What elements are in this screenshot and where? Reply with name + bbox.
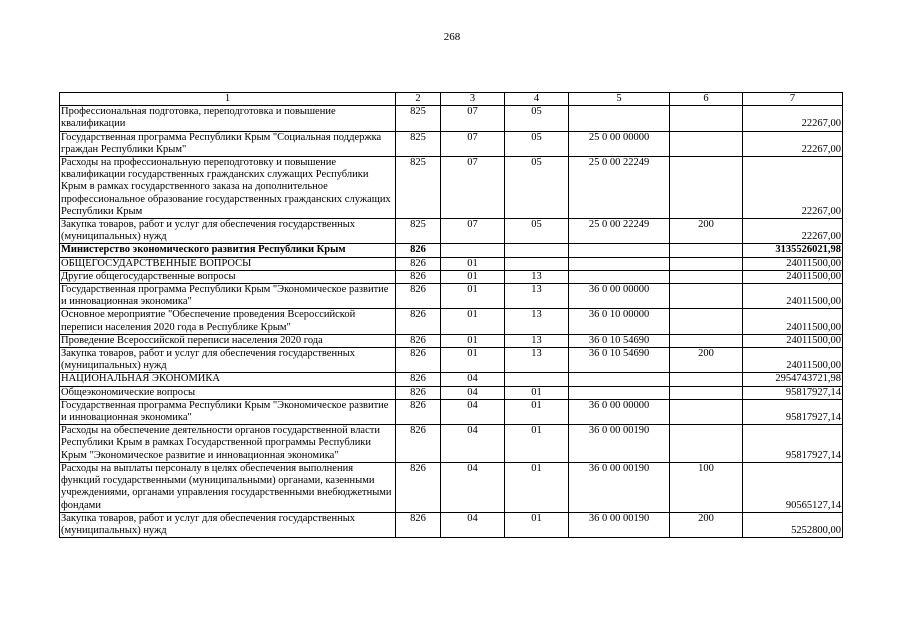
table-row: [60, 334, 843, 347]
row-section-code-cell: 07: [441, 131, 505, 156]
table-row: [60, 244, 843, 257]
row-target-article-cell: [569, 257, 670, 270]
column-header: 3: [441, 93, 505, 106]
row-grbs-code-cell: 825: [396, 219, 441, 244]
row-subsection-code-cell: 01: [505, 399, 569, 424]
row-target-article-cell: 25 0 00 22249: [569, 157, 670, 219]
row-name-cell: Другие общегосударственные вопросы: [60, 270, 396, 283]
row-name-cell: Государственная программа Республики Крым "Социальная поддержка граждан Республики Крым": [60, 131, 396, 156]
row-name-cell: Профессиональная подготовка, переподготовка и повышение квалификации: [60, 106, 396, 131]
row-expense-type-cell: 200: [670, 512, 743, 537]
row-name-cell: НАЦИОНАЛЬНАЯ ЭКОНОМИКА: [60, 373, 396, 386]
row-expense-type-cell: [670, 270, 743, 283]
row-subsection-code-cell: 05: [505, 106, 569, 131]
table-row: [60, 512, 843, 537]
budget-table: [59, 92, 843, 538]
row-amount-cell: 24011500,00: [743, 270, 843, 283]
row-expense-type-cell: 100: [670, 462, 743, 512]
row-expense-type-cell: [670, 399, 743, 424]
row-grbs-code-cell: 825: [396, 157, 441, 219]
column-header: 6: [670, 93, 743, 106]
row-section-code-cell: 01: [441, 334, 505, 347]
table-row: [60, 257, 843, 270]
row-name-cell: Расходы на выплаты персоналу в целях обеспечения выполнения функций государственными (муниципальными) органами, казенными учреждениями, органами управления государственными внебюджетными фондами: [60, 462, 396, 512]
row-expense-type-cell: [670, 373, 743, 386]
row-grbs-code-cell: 826: [396, 425, 441, 463]
row-grbs-code-cell: 826: [396, 373, 441, 386]
table-row: [60, 157, 843, 219]
row-amount-cell: 5252800,00: [743, 512, 843, 537]
row-section-code-cell: 04: [441, 425, 505, 463]
row-expense-type-cell: [670, 425, 743, 463]
column-header: 2: [396, 93, 441, 106]
row-subsection-code-cell: 13: [505, 270, 569, 283]
row-section-code-cell: 04: [441, 386, 505, 399]
row-subsection-code-cell: 01: [505, 512, 569, 537]
table-row: [60, 462, 843, 512]
row-target-article-cell: 36 0 00 00000: [569, 284, 670, 309]
table-row: [60, 106, 843, 131]
row-section-code-cell: 01: [441, 257, 505, 270]
table-row: [60, 309, 843, 334]
row-expense-type-cell: [670, 386, 743, 399]
row-name-cell: Государственная программа Республики Крым "Экономическое развитие и инновационная экономика": [60, 284, 396, 309]
table-row: [60, 399, 843, 424]
row-name-cell: Проведение Всероссийской переписи населения 2020 года: [60, 334, 396, 347]
row-expense-type-cell: 200: [670, 219, 743, 244]
row-target-article-cell: [569, 270, 670, 283]
row-target-article-cell: 36 0 00 00190: [569, 462, 670, 512]
row-subsection-code-cell: 13: [505, 309, 569, 334]
table-row: [60, 270, 843, 283]
column-header: 4: [505, 93, 569, 106]
row-expense-type-cell: [670, 106, 743, 131]
row-expense-type-cell: [670, 309, 743, 334]
row-name-cell: Государственная программа Республики Крым "Экономическое развитие и инновационная экономика": [60, 399, 396, 424]
row-name-cell: Закупка товаров, работ и услуг для обеспечения государственных (муниципальных) нужд: [60, 512, 396, 537]
row-amount-cell: 2954743721,98: [743, 373, 843, 386]
column-header: 1: [60, 93, 396, 106]
row-subsection-code-cell: 13: [505, 284, 569, 309]
row-grbs-code-cell: 826: [396, 334, 441, 347]
row-grbs-code-cell: 826: [396, 462, 441, 512]
row-grbs-code-cell: 826: [396, 257, 441, 270]
row-amount-cell: 24011500,00: [743, 284, 843, 309]
row-subsection-code-cell: 01: [505, 462, 569, 512]
row-name-cell: Расходы на обеспечение деятельности органов государственной власти Республики Крым в рамках Государственной программы Республики Крым "Экономическое развитие и инновационная экономика": [60, 425, 396, 463]
row-expense-type-cell: 200: [670, 348, 743, 373]
row-amount-cell: 90565127,14: [743, 462, 843, 512]
row-subsection-code-cell: [505, 257, 569, 270]
table-row: [60, 219, 843, 244]
row-target-article-cell: 25 0 00 22249: [569, 219, 670, 244]
row-name-cell: Основное мероприятие "Обеспечение проведения Всероссийской переписи населения 2020 года в Республике Крым": [60, 309, 396, 334]
row-amount-cell: 22267,00: [743, 106, 843, 131]
row-section-code-cell: 07: [441, 219, 505, 244]
row-grbs-code-cell: 826: [396, 348, 441, 373]
row-grbs-code-cell: 826: [396, 270, 441, 283]
row-target-article-cell: 36 0 00 00190: [569, 425, 670, 463]
row-target-article-cell: 36 0 10 00000: [569, 309, 670, 334]
row-subsection-code-cell: 01: [505, 386, 569, 399]
row-section-code-cell: [441, 244, 505, 257]
row-subsection-code-cell: 13: [505, 334, 569, 347]
row-target-article-cell: [569, 386, 670, 399]
table-row: [60, 425, 843, 463]
table-row: [60, 131, 843, 156]
row-section-code-cell: 04: [441, 399, 505, 424]
column-header: 5: [569, 93, 670, 106]
row-section-code-cell: 07: [441, 157, 505, 219]
row-amount-cell: 24011500,00: [743, 334, 843, 347]
row-target-article-cell: 36 0 00 00000: [569, 399, 670, 424]
row-subsection-code-cell: 13: [505, 348, 569, 373]
row-amount-cell: 95817927,14: [743, 425, 843, 463]
row-subsection-code-cell: [505, 373, 569, 386]
row-target-article-cell: [569, 106, 670, 131]
row-subsection-code-cell: 05: [505, 219, 569, 244]
page-number: 268: [443, 31, 461, 43]
row-expense-type-cell: [670, 157, 743, 219]
row-name-cell: Общеэкономические вопросы: [60, 386, 396, 399]
row-subsection-code-cell: [505, 244, 569, 257]
column-header: 7: [743, 93, 843, 106]
row-amount-cell: 24011500,00: [743, 257, 843, 270]
row-expense-type-cell: [670, 244, 743, 257]
row-expense-type-cell: [670, 334, 743, 347]
row-expense-type-cell: [670, 257, 743, 270]
row-target-article-cell: 36 0 10 54690: [569, 348, 670, 373]
row-grbs-code-cell: 826: [396, 309, 441, 334]
row-target-article-cell: 25 0 00 00000: [569, 131, 670, 156]
row-amount-cell: 22267,00: [743, 219, 843, 244]
row-expense-type-cell: [670, 131, 743, 156]
row-subsection-code-cell: 05: [505, 157, 569, 219]
row-grbs-code-cell: 825: [396, 106, 441, 131]
row-section-code-cell: 01: [441, 270, 505, 283]
row-amount-cell: 3135526021,98: [743, 244, 843, 257]
row-amount-cell: 22267,00: [743, 131, 843, 156]
row-section-code-cell: 04: [441, 512, 505, 537]
row-grbs-code-cell: 826: [396, 244, 441, 257]
row-name-cell: Закупка товаров, работ и услуг для обеспечения государственных (муниципальных) нужд: [60, 219, 396, 244]
row-grbs-code-cell: 826: [396, 512, 441, 537]
row-target-article-cell: [569, 244, 670, 257]
row-section-code-cell: 01: [441, 309, 505, 334]
row-grbs-code-cell: 826: [396, 284, 441, 309]
table-header-row: [60, 93, 843, 106]
row-grbs-code-cell: 826: [396, 386, 441, 399]
row-amount-cell: 95817927,14: [743, 386, 843, 399]
row-name-cell: Расходы на профессиональную переподготовку и повышение квалификации государственных гражданских служащих Республики Крым в рамках государственного заказа на дополнительное профессиональное образование государственных гражданских служащих Республики Крым: [60, 157, 396, 219]
row-target-article-cell: [569, 373, 670, 386]
row-target-article-cell: 36 0 00 00190: [569, 512, 670, 537]
row-subsection-code-cell: 01: [505, 425, 569, 463]
row-grbs-code-cell: 826: [396, 399, 441, 424]
row-section-code-cell: 01: [441, 348, 505, 373]
row-amount-cell: 22267,00: [743, 157, 843, 219]
table-row: [60, 348, 843, 373]
row-target-article-cell: 36 0 10 54690: [569, 334, 670, 347]
row-amount-cell: 95817927,14: [743, 399, 843, 424]
row-name-cell: Закупка товаров, работ и услуг для обеспечения государственных (муниципальных) нужд: [60, 348, 396, 373]
row-section-code-cell: 07: [441, 106, 505, 131]
row-amount-cell: 24011500,00: [743, 309, 843, 334]
row-expense-type-cell: [670, 284, 743, 309]
table-row: [60, 373, 843, 386]
row-name-cell: ОБЩЕГОСУДАРСТВЕННЫЕ ВОПРОСЫ: [60, 257, 396, 270]
row-section-code-cell: 01: [441, 284, 505, 309]
table-row: [60, 386, 843, 399]
row-grbs-code-cell: 825: [396, 131, 441, 156]
table-row: [60, 284, 843, 309]
row-section-code-cell: 04: [441, 462, 505, 512]
row-subsection-code-cell: 05: [505, 131, 569, 156]
row-name-cell: Министерство экономического развития Республики Крым: [60, 244, 396, 257]
row-section-code-cell: 04: [441, 373, 505, 386]
row-amount-cell: 24011500,00: [743, 348, 843, 373]
